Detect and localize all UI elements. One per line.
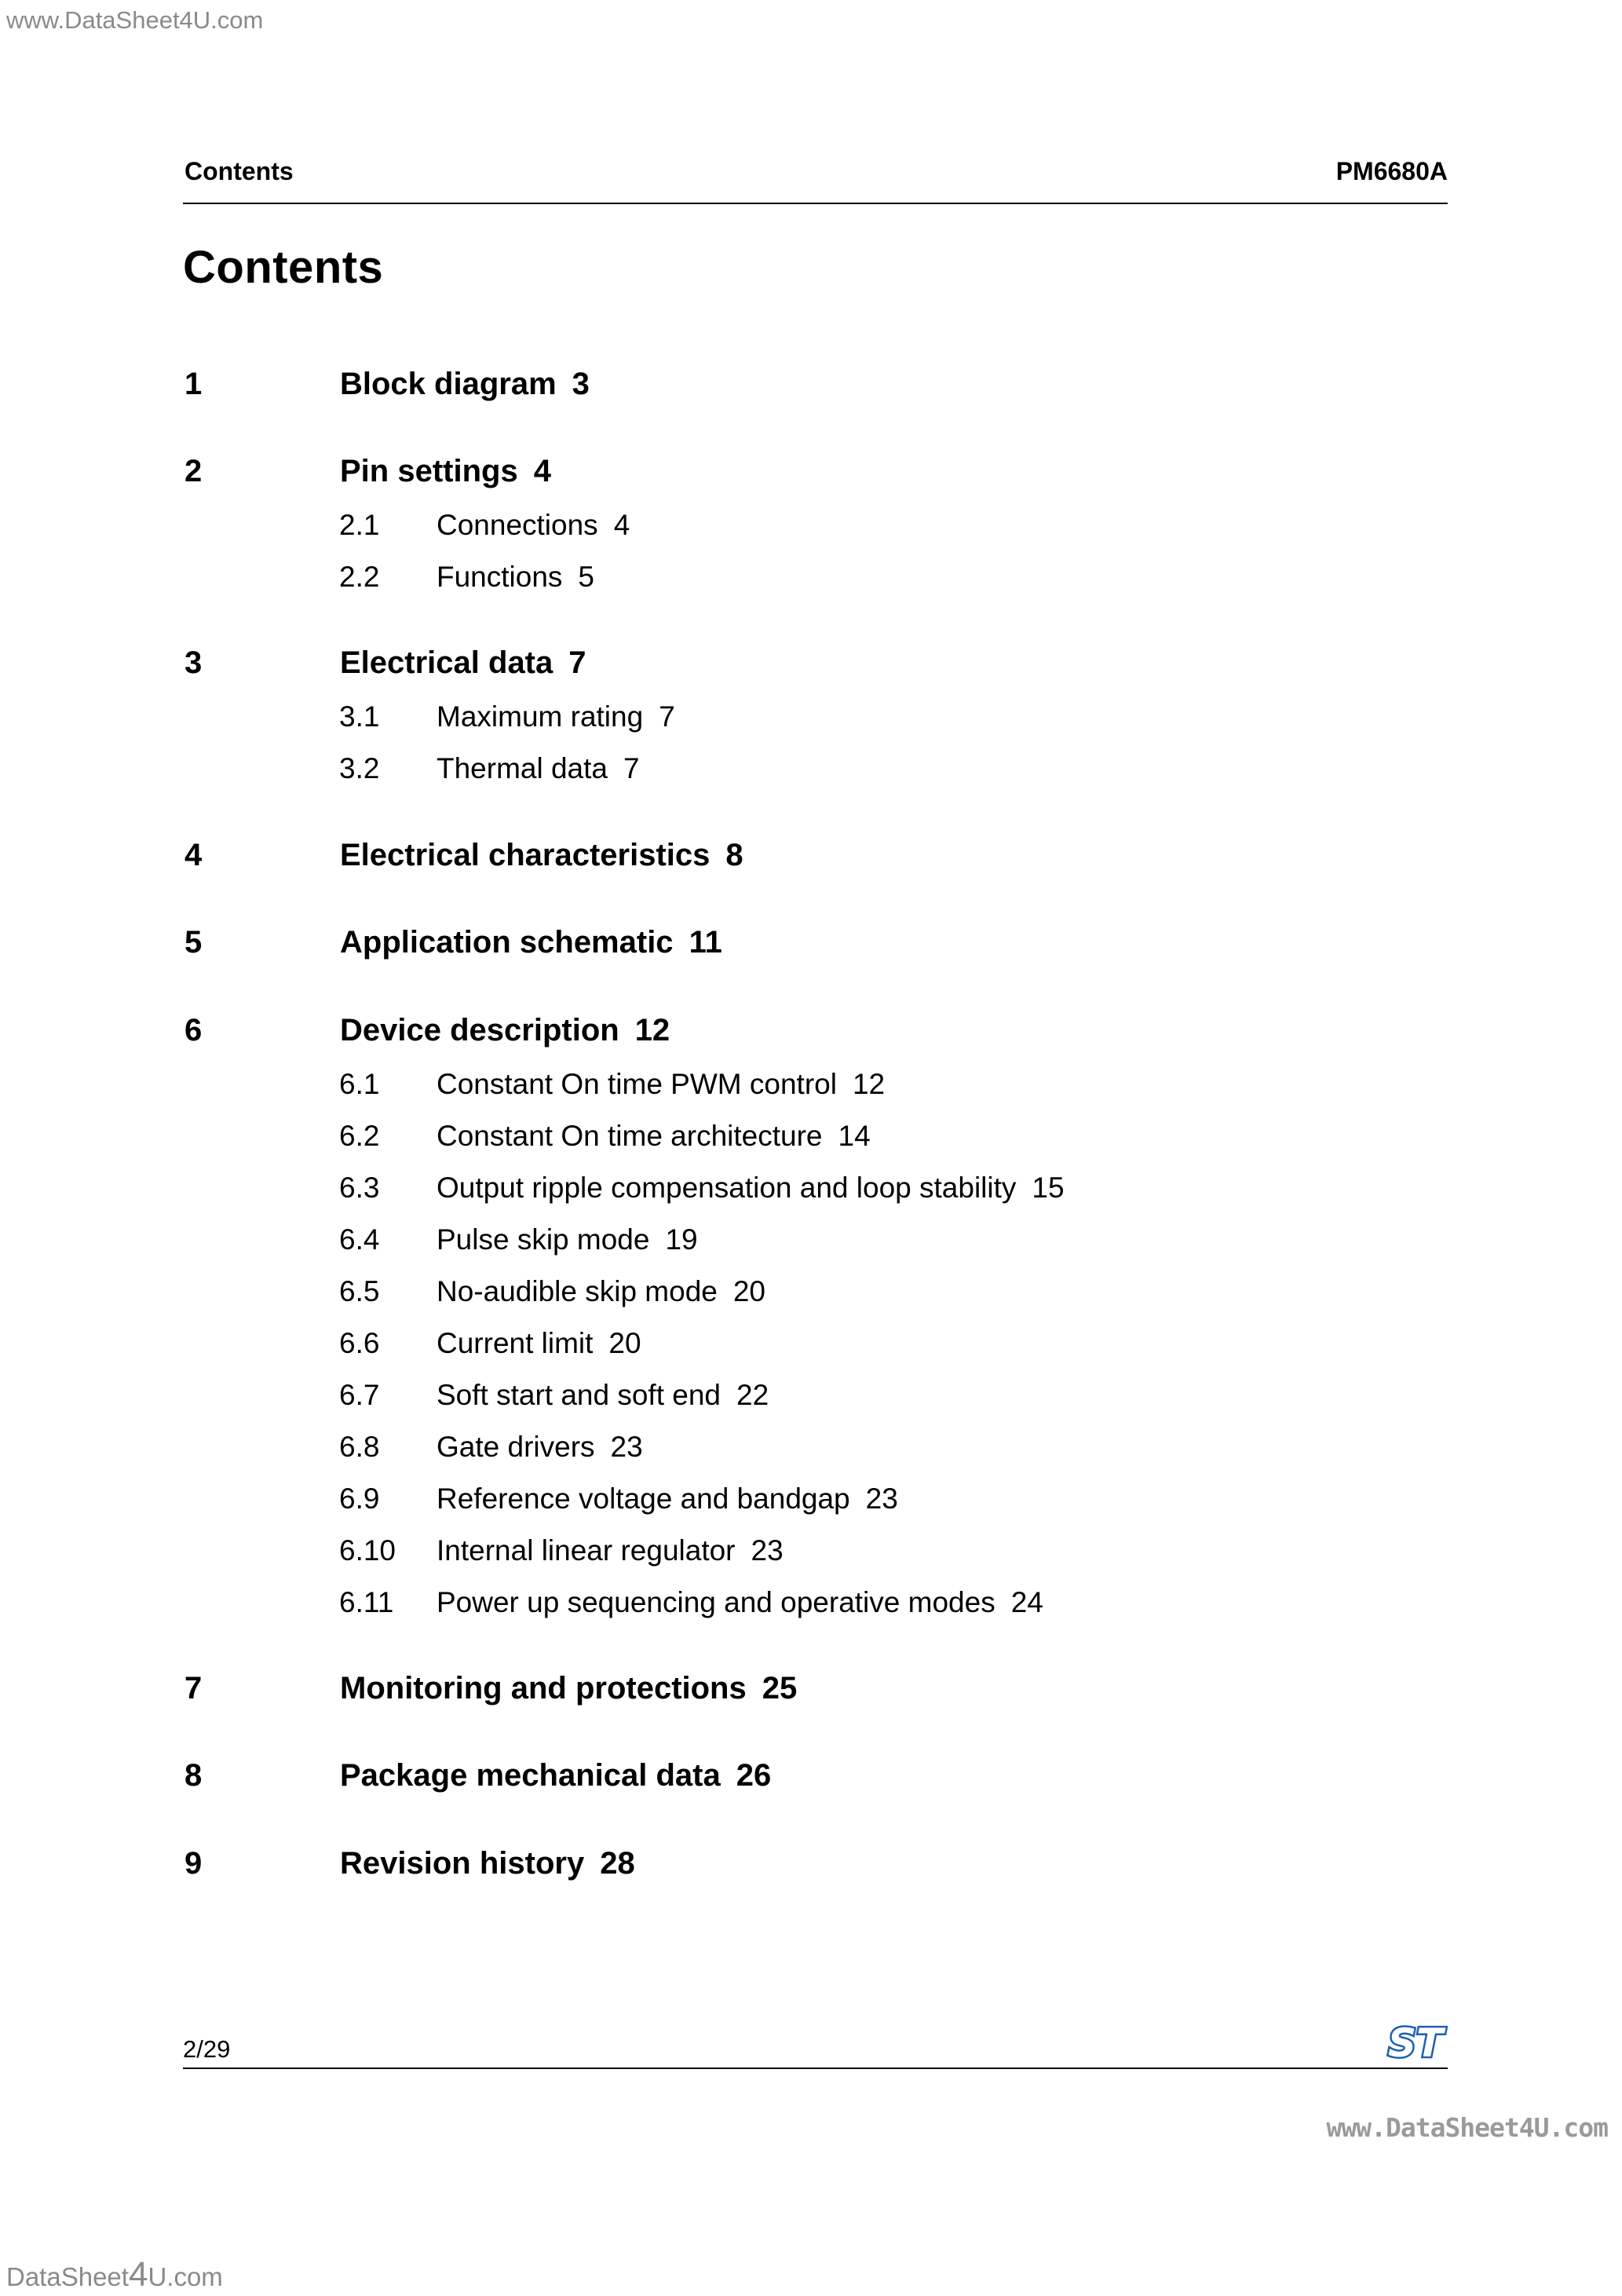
toc-entry-label: Block diagram <box>340 367 557 401</box>
toc-entry-page: 26 <box>736 1758 772 1793</box>
toc-entry-number: 2.2 <box>339 561 380 593</box>
toc-entry-number: 6.11 <box>339 1586 394 1618</box>
watermark-bottom-pre: DataSheet <box>6 2262 129 2291</box>
toc-entry-label: Electrical characteristics <box>340 838 711 872</box>
toc-entry-number: 8 <box>184 1758 203 1793</box>
toc-entry-label: Maximum rating <box>437 700 644 733</box>
toc-entry-label: Internal linear regulator <box>437 1534 736 1567</box>
toc-entry-number: 6 <box>184 1013 203 1047</box>
toc-entry-number: 2.1 <box>339 509 380 541</box>
toc-entry-page: 5 <box>578 561 594 593</box>
toc-entry-label: Pulse skip mode <box>437 1223 650 1256</box>
toc-entry-page: 14 <box>838 1120 871 1152</box>
toc-entry-page: 28 <box>600 1846 635 1881</box>
toc-entry-number: 3.2 <box>339 752 380 784</box>
toc-entry-label: Constant On time architecture <box>437 1120 823 1152</box>
toc-entry-label: Electrical data <box>340 645 553 680</box>
toc-entry-number: 6.2 <box>339 1120 380 1152</box>
toc-entry-number: 6.7 <box>339 1379 380 1411</box>
toc-entry-label: Reference voltage and bandgap <box>437 1483 850 1515</box>
toc-entry-number: 9 <box>184 1846 203 1881</box>
toc-entry-label: Soft start and soft end <box>437 1379 721 1411</box>
toc-entry-label: Device description <box>340 1013 619 1047</box>
toc-entry-number: 6.10 <box>339 1534 396 1567</box>
toc-entry-label: Monitoring and protections <box>340 1671 747 1706</box>
toc-entry-page: 8 <box>725 838 743 872</box>
toc-entry-page: 15 <box>1032 1172 1065 1204</box>
toc-entry-number: 6.8 <box>339 1431 380 1463</box>
watermark-bottom[interactable] <box>6 2255 223 2294</box>
toc-entry-number: 6.1 <box>339 1068 380 1100</box>
toc-entry-page: 7 <box>623 752 640 784</box>
st-logo-text: ST <box>1387 2021 1444 2062</box>
toc-entry-number: 5 <box>184 925 203 960</box>
toc-entry-page: 12 <box>634 1013 670 1047</box>
toc-entry-page: 23 <box>751 1534 784 1567</box>
toc-entry-page: 19 <box>665 1223 698 1256</box>
toc-entry-page: 23 <box>865 1483 898 1515</box>
running-header-section: Contents <box>184 157 294 185</box>
running-header-part-number: PM6680A <box>1335 157 1448 185</box>
toc-entry-label: Revision history <box>340 1846 585 1881</box>
toc-entry-number: 6.5 <box>339 1275 380 1307</box>
page-title: Contents <box>183 242 384 293</box>
toc-entry-page: 3 <box>572 367 590 401</box>
toc-entry-label: Constant On time PWM control <box>437 1068 837 1100</box>
toc-entry-page: 12 <box>852 1068 886 1100</box>
toc-entry-number: 3 <box>184 645 203 680</box>
toc-entry-page: 24 <box>1010 1586 1043 1618</box>
toc-entry-number: 6.3 <box>339 1172 380 1204</box>
toc-entry-page: 20 <box>732 1275 766 1307</box>
toc-entry-page: 11 <box>689 925 722 960</box>
toc-entry-page: 7 <box>568 645 586 680</box>
toc-entry-label: Application schematic <box>340 925 674 960</box>
toc-entry-page: 22 <box>736 1379 769 1411</box>
toc-entry-label: Package mechanical data <box>340 1758 721 1793</box>
toc-entry-page: 4 <box>533 454 551 488</box>
toc-entry-label: Current limit <box>437 1327 594 1359</box>
toc-entry-number: 6.4 <box>339 1223 380 1256</box>
toc-entry-label: Pin settings <box>340 454 518 488</box>
toc-entry-number: 2 <box>184 454 203 488</box>
toc-entry-number: 6.9 <box>339 1483 380 1515</box>
toc-entry-number: 3.1 <box>339 700 380 733</box>
toc-entry-page: 23 <box>610 1431 643 1463</box>
toc-entry-label: No-audible skip mode <box>437 1275 718 1307</box>
toc-entry-page: 4 <box>613 509 630 541</box>
st-logo-icon <box>1383 2021 1448 2062</box>
toc-entry-page: 20 <box>608 1327 641 1359</box>
toc-entry-number: 4 <box>184 838 203 872</box>
page-number: 2/29 <box>183 2035 231 2063</box>
toc-entry-label: Connections <box>437 509 598 541</box>
toc-entry-label: Output ripple compensation and loop stability <box>437 1172 1017 1204</box>
toc-entry-number: 7 <box>184 1671 203 1706</box>
toc-entry-label: Power up sequencing and operative modes <box>437 1586 995 1618</box>
toc-entry-number: 1 <box>184 367 203 401</box>
footer-divider <box>183 2067 1448 2069</box>
watermark-bottom-post: U.com <box>148 2262 223 2291</box>
toc-entry-label: Gate drivers <box>437 1431 595 1463</box>
toc-entry-label: Thermal data <box>437 752 608 784</box>
toc-entry-page: 25 <box>762 1671 798 1706</box>
toc-entry-label: Functions <box>437 561 563 593</box>
toc-entry-number: 6.6 <box>339 1327 380 1359</box>
toc-entry-page: 7 <box>659 700 675 733</box>
watermark-right[interactable]: www.DataSheet4U.com <box>1326 2112 1608 2143</box>
watermark-bottom-4: 4 <box>128 2255 148 2294</box>
watermark-top[interactable]: www.DataSheet4U.com <box>6 6 264 34</box>
